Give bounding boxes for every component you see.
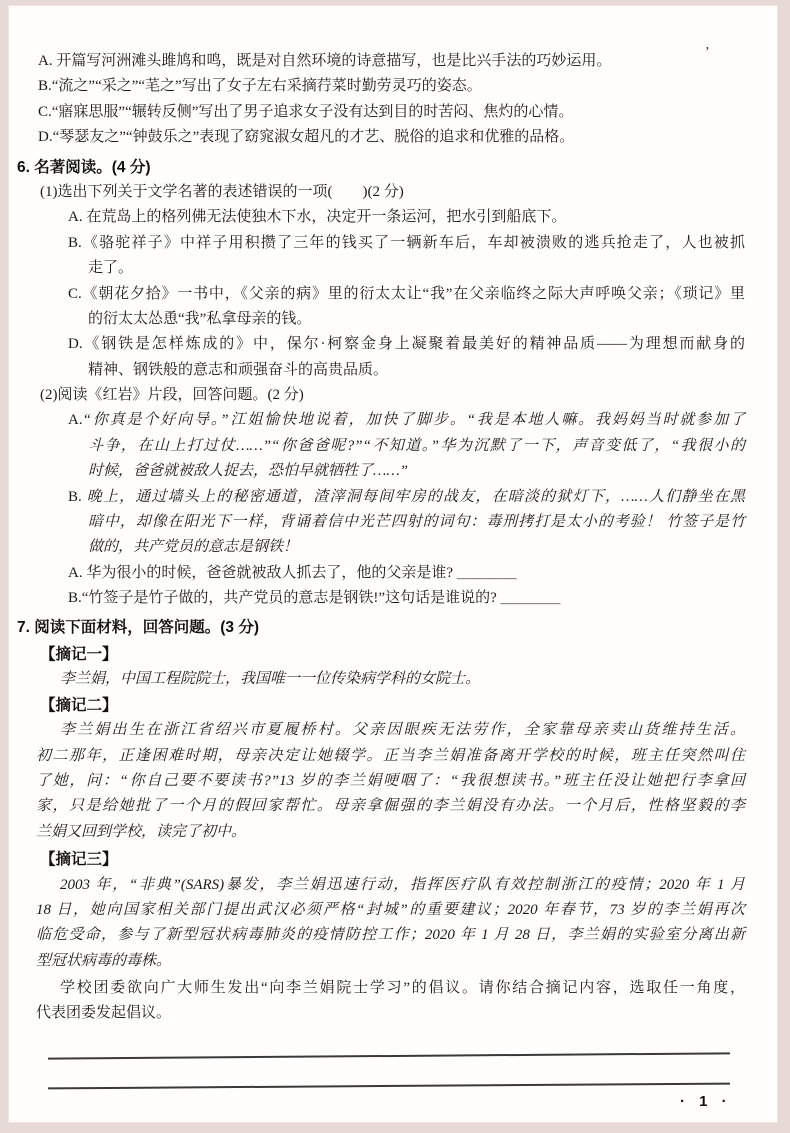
line-text: “寤寐思服”“辗转反侧”写出了男子追求女子没有达到目的时苦闷、焦灼的心情。 — [51, 103, 574, 120]
scan-artifact-mark: ’ — [705, 45, 710, 60]
page-number: · 1 · — [680, 1093, 732, 1110]
question-7-line — [8, 744, 778, 769]
question-6-line — [8, 535, 778, 560]
option-label: D. — [68, 336, 83, 353]
line-text: 【摘记三】 — [40, 851, 118, 869]
previous-question-options-line — [8, 100, 778, 125]
line-text: 《钢铁是怎样炼成的》中，保尔·柯察金身上凝聚着最美好的精神品质——为理想而献身的 — [82, 336, 745, 353]
question-7-line — [8, 794, 778, 819]
question-6-line — [8, 459, 778, 484]
line-text: 2003 年，“非典”(SARS)暴发，李兰娟迅速行动，指挥医疗队有效控制浙江的疫情；2020 年 1 月 — [60, 876, 745, 893]
line-text: “你真是个好向导。”江姐愉快地说着，加快了脚步。“我是本地人嘛。我妈妈当时就参加了 — [82, 412, 745, 429]
line-text: 李兰娟，中国工程院院士，我国唯一一位传染病学科的女院士。 — [60, 671, 481, 688]
question-6-line — [8, 256, 778, 281]
question-7-line — [8, 873, 778, 898]
question-6-line — [8, 358, 778, 383]
question-7-line — [8, 820, 778, 845]
question-7-line — [8, 718, 778, 743]
question-7-line — [8, 923, 778, 948]
question-6-line — [8, 510, 778, 535]
line-text: 暗中，却像在阳光下一样，背诵着信中光芒四射的词句：毒刑拷打是太小的考验！ 竹签子是竹 — [88, 514, 745, 531]
question-6-line — [8, 434, 778, 459]
line-text: (1)选出下列关于文学名著的表述错误的一项( )(2 分) — [40, 183, 404, 200]
question-7-line — [8, 769, 778, 794]
line-text: 的衍太太怂恿“我”私拿母亲的钱。 — [88, 310, 312, 327]
line-text: 精神、钢铁般的意志和顽强奋斗的高贵品质。 — [88, 361, 389, 378]
question-6-line — [8, 155, 778, 180]
line-text: 初二那年，正逢困难时期，母亲决定让她辍学。正当李兰娟准备离开学校的时候，班主任突然叫住 — [36, 747, 745, 764]
question-6-line — [8, 561, 778, 586]
exam-page — [8, 5, 778, 1123]
line-text: 兰娟又回到学校，读完了初中。 — [36, 823, 247, 840]
line-text: 学校团委欲向广大师生发出“向李兰娟院士学习”的倡议。请你结合摘记内容，选取任一角度， — [60, 980, 745, 997]
line-text: 型冠状病毒的毒株。 — [36, 952, 172, 969]
line-text: (2)阅读《红岩》片段，回答问题。(2 分) — [40, 387, 304, 404]
line-text: “琴瑟友之”“钟鼓乐之”表现了窈窕淑女超凡的才艺、脱俗的追求和优雅的品格。 — [52, 129, 575, 146]
question-6-line — [8, 332, 778, 357]
option-label: B. — [38, 78, 52, 95]
line-text: 【摘记二】 — [40, 696, 118, 714]
option-label: A. — [68, 412, 83, 429]
option-label: D. — [38, 129, 53, 146]
line-text: 华为很小的时候，爸爸就被敌人抓去了，他的父亲是谁? ＿＿＿＿ — [86, 564, 517, 581]
question-7-line — [8, 642, 778, 667]
question-7-line — [8, 898, 778, 923]
line-text: 家，只是给她批了一个月的假回家帮忙。母亲拿倔强的李兰娟没有办法。一个月后，性格坚毅的李 — [36, 798, 745, 815]
option-label: A. — [38, 53, 57, 69]
line-text: 在荒岛上的格列佛无法使独木下水，决定开一条运河，把水引到船底下。 — [86, 209, 567, 226]
previous-question-options-line — [8, 74, 778, 99]
line-text: 6. 名著阅读。(4 分) — [17, 158, 151, 176]
option-label: B. — [68, 590, 82, 607]
question-6-line — [8, 485, 778, 510]
line-text: “竹签子是竹子做的，共产党员的意志是钢铁!”这句话是谁说的? ＿＿＿＿ — [81, 590, 561, 607]
question-7-line — [8, 976, 778, 1001]
line-text: 走了。 — [88, 260, 134, 277]
line-text: 18 日，她向国家相关部门提出武汉必须严格“封城”的重要建议；2020 年春节，73 岁的李兰娟再次 — [36, 901, 745, 918]
line-text: 代表团委发起倡议。 — [36, 1005, 172, 1022]
question-6-line — [8, 383, 778, 408]
exam-content — [8, 5, 778, 1027]
option-label: C. — [38, 103, 52, 120]
line-text: 时候，爸爸就被敌人捉去，恐怕早就牺牲了……” — [88, 463, 409, 480]
option-label: C. — [68, 285, 82, 302]
question-7-line — [8, 1001, 778, 1026]
line-text: 做的，共产党员的意志是钢铁！ — [88, 539, 299, 556]
line-text: 7. 阅读下面材料，回答问题。(3 分) — [17, 618, 259, 636]
question-7-line — [8, 667, 778, 692]
line-text: 晚上，通过墙头上的秘密通道，渣滓洞每间牢房的战友，在暗淡的狱灯下，……人们静坐在黑 — [86, 488, 745, 505]
question-7-line — [8, 615, 778, 640]
question-7-line — [8, 949, 778, 974]
answer-line — [48, 1052, 730, 1059]
line-text: 《朝花夕拾》一书中，《父亲的病》里的衍太太让“我”在父亲临终之际大声呼唤父亲；《琐记》里 — [81, 285, 745, 302]
question-7-line — [8, 847, 778, 872]
question-6-line — [8, 282, 778, 307]
question-6-line — [8, 307, 778, 332]
line-text: 《骆驼祥子》中祥子用积攒了三年的钱买了一辆新车后，车却被溃败的逃兵抢走了，人也被抓 — [81, 234, 745, 251]
question-6-line — [8, 231, 778, 256]
option-label: B. — [68, 488, 87, 505]
line-text: 临危受命，参与了新型冠状病毒肺炎的疫情防控工作；2020 年 1 月 28 日，李兰娟的实验室分离出新 — [36, 927, 745, 944]
previous-question-options-line — [8, 125, 778, 150]
option-label: A. — [68, 564, 87, 581]
line-text: “流之”“采之”“芼之”写出了女子左右采摘荇菜时勤劳灵巧的姿态。 — [51, 78, 482, 95]
line-text: 【摘记一】 — [40, 645, 118, 663]
line-text: 斗争，在山上打过仗……”“你爸爸呢?”“不知道。”华为沉默了一下，声音变低了，“我很小的 — [88, 437, 745, 454]
question-6-line — [8, 408, 778, 433]
previous-question-options-line — [8, 49, 778, 74]
option-label: B. — [68, 234, 82, 251]
line-text: 李兰娟出生在浙江省绍兴市夏履桥村。父亲因眼疾无法劳作，全家靠母亲卖山货维持生活。 — [60, 722, 745, 739]
line-text: 开篇写河洲滩头雎鸠和鸣，既是对自然环境的诗意描写，也是比兴手法的巧妙运用。 — [56, 53, 612, 69]
question-6-line — [8, 205, 778, 230]
question-7-line — [8, 693, 778, 718]
question-6-line — [8, 586, 778, 611]
option-label: A. — [68, 209, 87, 226]
answer-line — [48, 1083, 730, 1090]
line-text: 了她，问：“你自己要不要读书?”13 岁的李兰娟哽咽了：“我很想读书。”班主任没让她把行李拿回 — [36, 772, 745, 789]
question-6-line — [8, 180, 778, 205]
